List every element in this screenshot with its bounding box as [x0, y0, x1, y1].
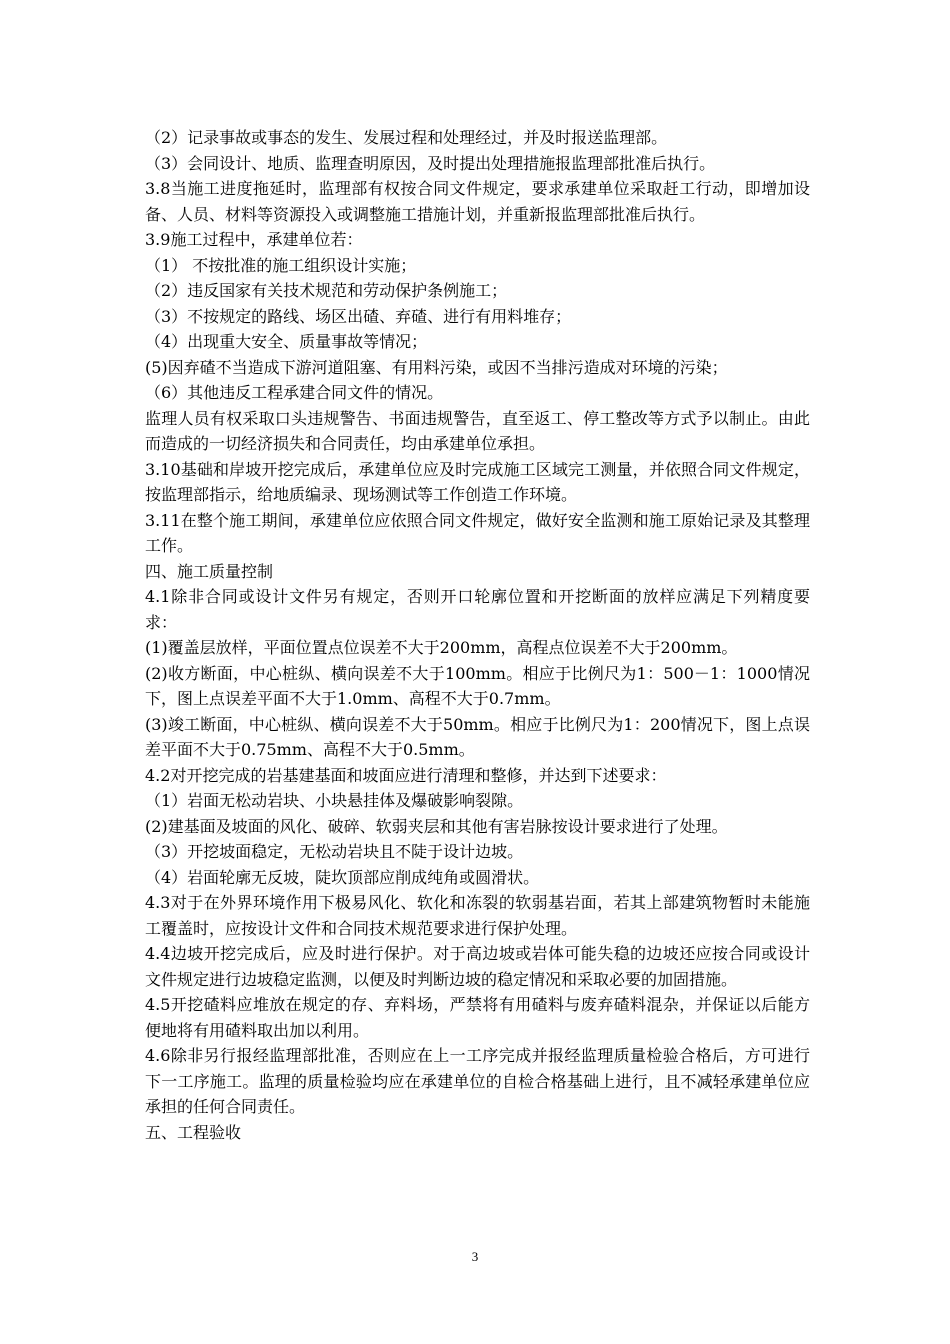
paragraph: （3）不按规定的路线、场区出碴、弃碴、进行有用料堆存； — [145, 306, 572, 326]
paragraph: 4.5开挖碴料应堆放在规定的存、弃料场，严禁将有用碴料与废弃碴料混杂，并保证以后能方便地将有用碴料取出加以利用。 — [145, 995, 810, 1040]
paragraph: （3）会同设计、地质、监理查明原因，及时提出处理措施报监理部批准后执行。 — [145, 153, 716, 173]
paragraph: 4.4边坡开挖完成后，应及时进行保护。对于高边坡或岩体可能失稳的边坡还应按合同或设计文件规定进行边坡稳定监测，以便及时判断边坡的稳定情况和采取必要的加固措施。 — [145, 944, 810, 989]
paragraph: (1)覆盖层放样，平面位置点位误差不大于200mm，高程点位误差不大于200mm。 — [145, 638, 738, 657]
paragraph: （4）出现重大安全、质量事故等情况； — [145, 332, 428, 351]
section-heading: 五、工程验收 — [145, 1122, 242, 1142]
paragraph: 3.10基础和岸坡开挖完成后，承建单位应及时完成施工区域完工测量，并依照合同文件规定，按监理部指示，给地质编录、现场测试等工作创造工作环境。 — [145, 459, 810, 504]
paragraph: 4.6除非另行报经监理部批准，否则应在上一工序完成并报经监理质量检验合格后，方可进行下一工序施工。监理的质量检验均应在承建单位的自检合格基础上进行，且不减轻承建单位应承担的任何合同责任。 — [145, 1046, 810, 1116]
paragraph: （1） 不按批准的施工组织设计实施； — [145, 255, 417, 275]
paragraph: （4）岩面轮廓无反坡，陡坎顶部应削成纯角或圆滑状。 — [145, 867, 540, 887]
paragraph: 4.3对于在外界环境作用下极易风化、软化和冻裂的软弱基岩面，若其上部建筑物暂时未能施工覆盖时，应按设计文件和合同技术规范要求进行保护处理。 — [145, 893, 810, 938]
paragraph: （1）岩面无松动岩块、小块悬挂体及爆破影响裂隙。 — [145, 791, 524, 810]
paragraph: 3.11在整个施工期间，承建单位应依照合同文件规定，做好安全监测和施工原始记录及其整理工作。 — [145, 510, 810, 555]
document-body — [145, 125, 810, 1145]
paragraph: （3）开挖坡面稳定，无松动岩块且不陡于设计边坡。 — [145, 842, 524, 861]
paragraph: （2）违反国家有关技术规范和劳动保护条例施工； — [145, 281, 508, 300]
paragraph: (3)竣工断面，中心桩纵、横向误差不大于50mm。相应于比例尺为1：200情况下，图上点误差平面不大于0.75mm、高程不大于0.5mm。 — [145, 714, 810, 759]
paragraph: 4.1除非合同或设计文件另有规定，否则开口轮廓位置和开挖断面的放样应满足下列精度要求： — [145, 587, 810, 632]
section-heading: 四、施工质量控制 — [145, 561, 274, 581]
paragraph: （6）其他违反工程承建合同文件的情况。 — [145, 383, 444, 402]
paragraph: （2）记录事故或事态的发生、发展过程和处理经过，并及时报送监理部。 — [145, 128, 668, 147]
paragraph: (2)收方断面，中心桩纵、横向误差不大于100mm。相应于比例尺为1：500－1：1000情况下，图上点误差平面不大于1.0mm、高程不大于0.7mm。 — [145, 663, 810, 708]
paragraph: 3.8当施工进度拖延时，监理部有权按合同文件规定，要求承建单位采取赶工行动，即增加设备、人员、材料等资源投入或调整施工措施计划，并重新报监理部批准后执行。 — [145, 179, 810, 224]
paragraph: (2)建基面及坡面的风化、破碎、软弱夹层和其他有害岩脉按设计要求进行了处理。 — [145, 816, 728, 836]
page-number: 3 — [471, 1249, 479, 1264]
paragraph: (5)因弃碴不当造成下游河道阻塞、有用料污染，或因不当排污造成对环境的污染； — [145, 357, 728, 377]
paragraph: 监理人员有权采取口头违规警告、书面违规警告，直至返工、停工整改等方式予以制止。由此而造成的一切经济损失和合同责任，均由承建单位承担。 — [145, 408, 810, 453]
paragraph: 3.9施工过程中，承建单位若： — [145, 230, 363, 249]
paragraph: 4.2对开挖完成的岩基建基面和坡面应进行清理和整修，并达到下述要求： — [145, 765, 667, 785]
